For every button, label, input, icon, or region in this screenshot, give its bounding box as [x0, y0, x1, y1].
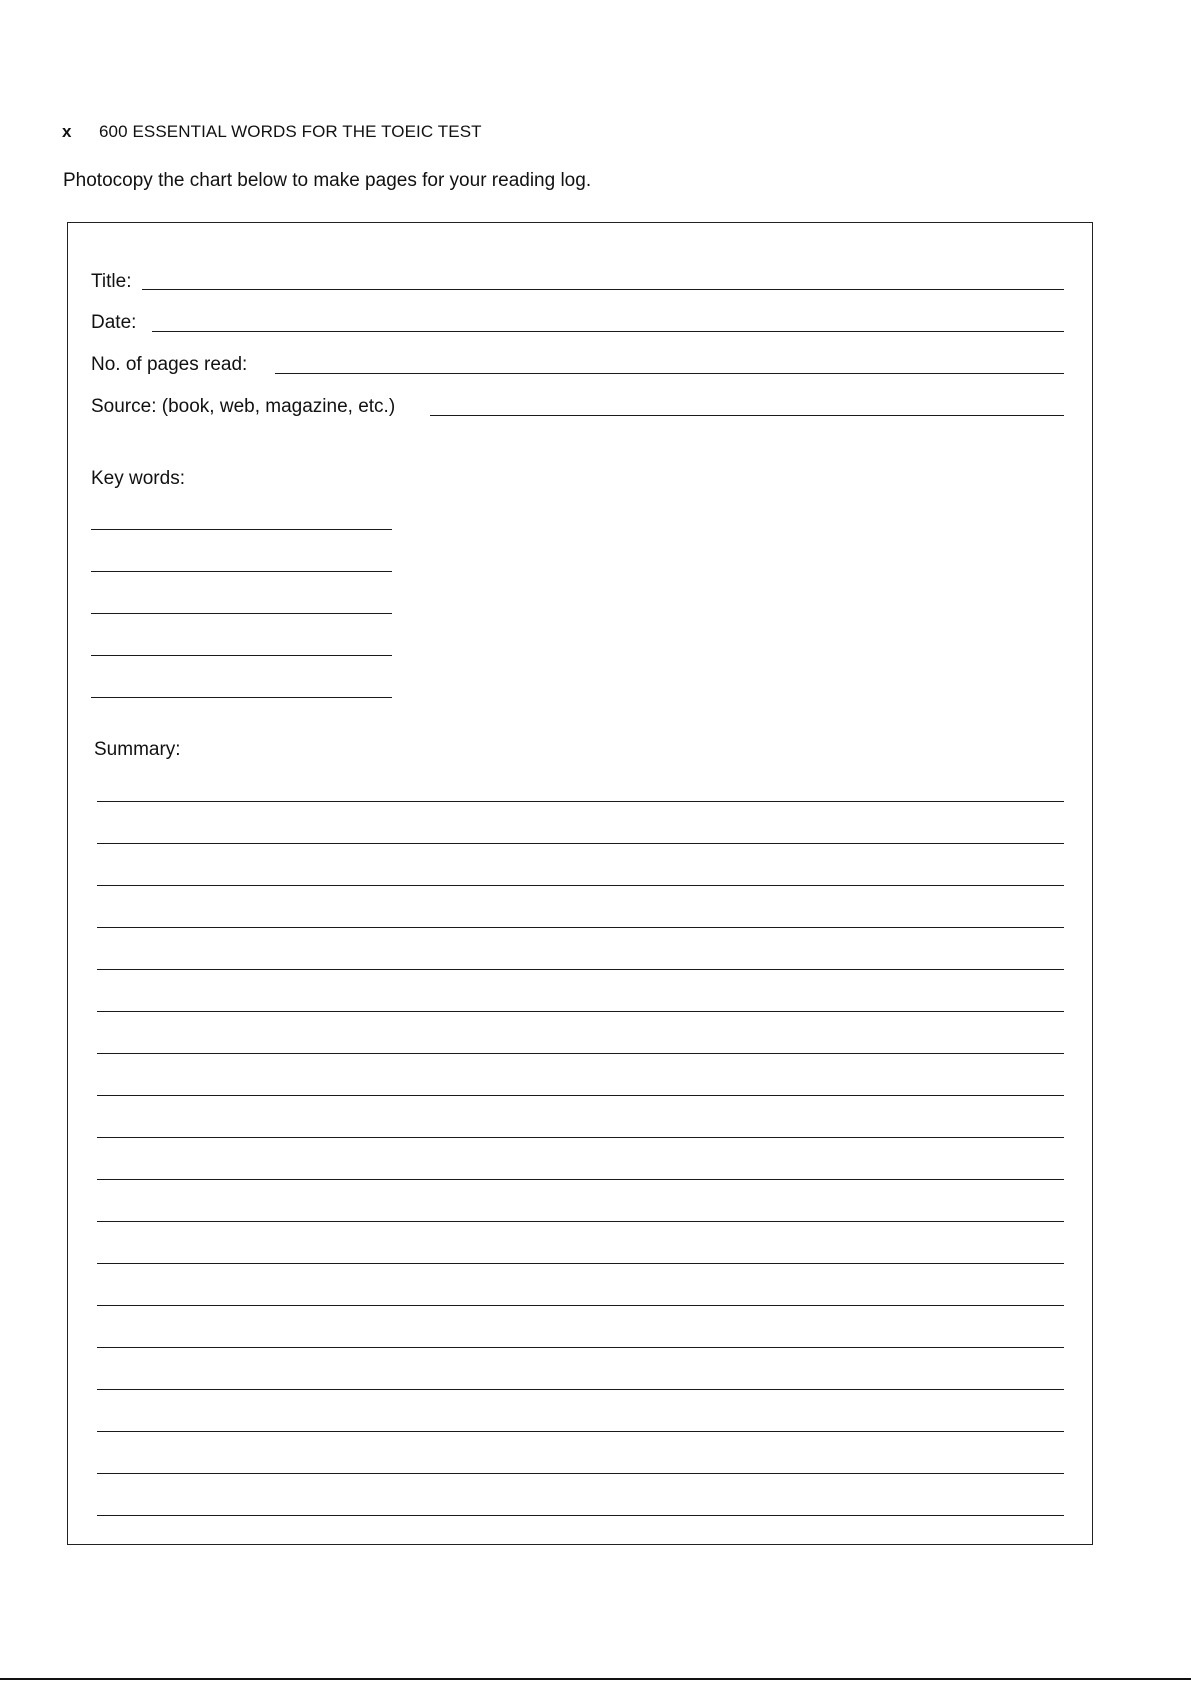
key-word-line-1[interactable]: [91, 529, 392, 530]
date-label: Date:: [91, 312, 137, 333]
summary-line-17[interactable]: [97, 1473, 1064, 1474]
source-label: Source: (book, web, magazine, etc.): [91, 396, 396, 417]
summary-line-15[interactable]: [97, 1389, 1064, 1390]
reading-log-form: [67, 222, 1093, 1545]
key-words-label: Key words:: [91, 468, 185, 489]
summary-line-10[interactable]: [97, 1179, 1064, 1180]
summary-line-1[interactable]: [97, 801, 1064, 802]
title-label: Title:: [91, 271, 132, 292]
summary-line-5[interactable]: [97, 969, 1064, 970]
page-number: x: [62, 122, 72, 141]
summary-line-3[interactable]: [97, 885, 1064, 886]
summary-line-13[interactable]: [97, 1305, 1064, 1306]
key-word-line-2[interactable]: [91, 571, 392, 572]
key-word-line-3[interactable]: [91, 613, 392, 614]
instruction-text: Photocopy the chart below to make pages for your reading log.: [63, 170, 592, 191]
summary-line-18[interactable]: [97, 1515, 1064, 1516]
title-field[interactable]: [142, 289, 1064, 290]
summary-line-12[interactable]: [97, 1263, 1064, 1264]
summary-line-16[interactable]: [97, 1431, 1064, 1432]
pages-read-label: No. of pages read:: [91, 354, 248, 375]
summary-line-11[interactable]: [97, 1221, 1064, 1222]
summary-line-7[interactable]: [97, 1053, 1064, 1054]
running-head: [62, 122, 482, 142]
summary-line-9[interactable]: [97, 1137, 1064, 1138]
summary-line-14[interactable]: [97, 1347, 1064, 1348]
key-word-line-4[interactable]: [91, 655, 392, 656]
book-title: 600 ESSENTIAL WORDS FOR THE TOEIC TEST: [99, 122, 482, 141]
summary-label: Summary:: [94, 739, 181, 760]
date-field[interactable]: [152, 331, 1064, 332]
page-bottom-rule: [0, 1678, 1191, 1680]
summary-line-8[interactable]: [97, 1095, 1064, 1096]
summary-line-4[interactable]: [97, 927, 1064, 928]
summary-line-2[interactable]: [97, 843, 1064, 844]
key-word-line-5[interactable]: [91, 697, 392, 698]
pages-read-field[interactable]: [275, 373, 1064, 374]
summary-line-6[interactable]: [97, 1011, 1064, 1012]
source-field[interactable]: [430, 415, 1064, 416]
